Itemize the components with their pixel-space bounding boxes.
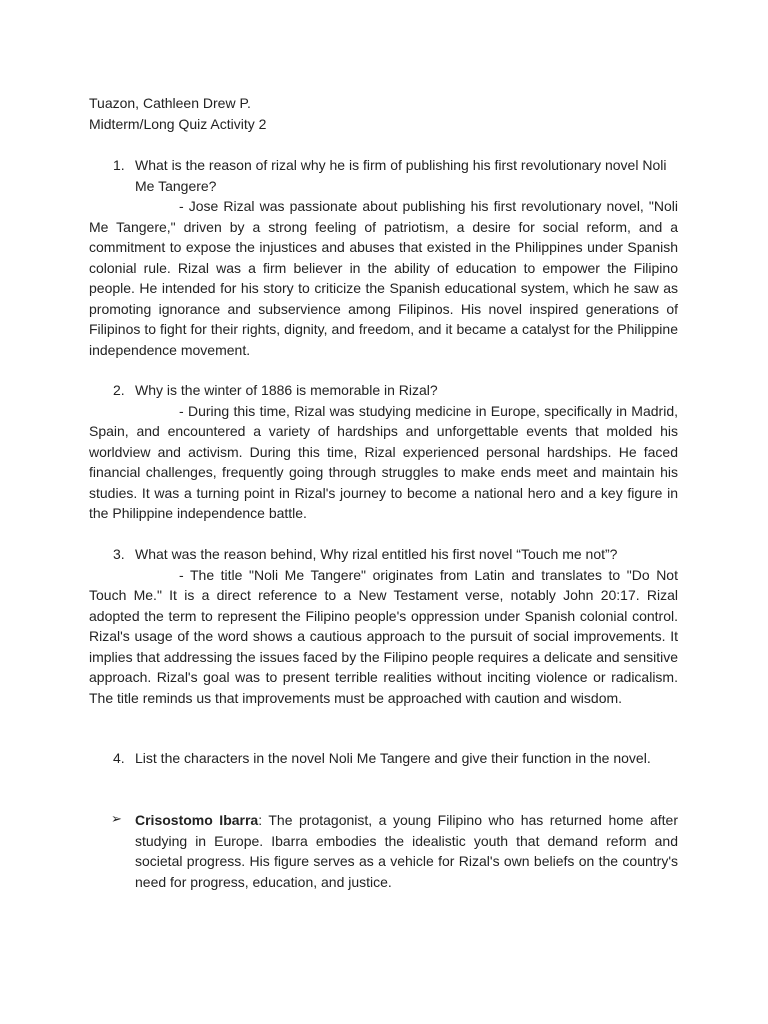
question-number: 4. xyxy=(113,750,125,766)
question-2 xyxy=(89,380,678,401)
document-header xyxy=(89,93,689,134)
character-list xyxy=(89,810,678,892)
student-name: Tuazon, Cathleen Drew P. xyxy=(89,95,251,111)
answer-2 xyxy=(89,401,678,524)
question-1-block xyxy=(89,155,678,360)
question-number: 3. xyxy=(113,546,125,562)
question-4-block xyxy=(89,748,678,769)
activity-title: Midterm/Long Quiz Activity 2 xyxy=(89,115,267,132)
answer-text: - Jose Rizal was passionate about publishing his first revolutionary novel, "Noli Me Tangere," driven by a strong feeling of patriotism, a desire for social reform, and a commitment to expose the injustices and abuses that existed in the Philippines under Spanish colonial rule. Rizal was a firm believer in the ability of education to empower the Filipino people. He intended for his story to criticize the Spanish educational system, which he saw as promoting ignorance and subservience among Filipinos. His novel inspired generations of Filipinos to fight for their rights, dignity, and freedom, and it became a catalyst for the Philippine independence movement. xyxy=(89,198,678,358)
question-4 xyxy=(89,748,678,769)
answer-1 xyxy=(89,196,678,360)
answer-text: - During this time, Rizal was studying medicine in Europe, specifically in Madrid, Spain, and encountered a variety of hardships and unforgettable events that molded his worldview and activism. During this time, Rizal experienced personal hardships. He faced financial challenges, frequently going through struggles to make ends meet and maintain his studies. It was a turning point in Rizal's journey to become a national hero and a key figure in the Philippine independence battle. xyxy=(89,402,678,521)
question-number: 2. xyxy=(113,382,125,398)
question-2-block xyxy=(89,380,678,524)
character-name: Crisostomo Ibarra xyxy=(135,812,259,828)
answer-text: - The title "Noli Me Tangere" originates from Latin and translates to "Do Not Touch Me." It is a direct reference to a New Testament verse, notably John 20:17. Rizal adopted the term to represent the Filipino people's oppression under Spanish colonial control. Rizal's usage of the word shows a cautious approach to the pursuit of social improvements. It implies that addressing the issues faced by the Filipino people requires a delicate and sensitive approach. Rizal's goal was to present terrible realities without inciting violence or radicalism. The title reminds us that improvements must be approached with caution and wisdom. xyxy=(89,566,678,706)
question-text: What is the reason of rizal why he is firm of publishing his first revolutionary novel Noli Me Tangere? xyxy=(135,157,667,194)
question-text: What was the reason behind, Why rizal entitled his first novel “Touch me not”? xyxy=(135,546,618,562)
character-item xyxy=(89,810,678,892)
question-1 xyxy=(89,155,678,196)
question-3 xyxy=(89,544,678,565)
character-description: : The protagonist, a young Filipino who has returned home after studying in Europe. Ibarra embodies the idealistic youth that demand reform and societal progress. His figure serves as a vehicle for Rizal's own beliefs on the country's need for progress, education, and justice. xyxy=(135,812,678,890)
question-number: 1. xyxy=(113,157,125,173)
question-text: Why is the winter of 1886 is memorable in Rizal? xyxy=(135,382,438,398)
answer-3 xyxy=(89,565,678,709)
question-3-block xyxy=(89,544,678,708)
question-text: List the characters in the novel Noli Me Tangere and give their function in the novel. xyxy=(135,750,651,766)
arrow-bullet-icon: ➢ xyxy=(111,812,122,827)
